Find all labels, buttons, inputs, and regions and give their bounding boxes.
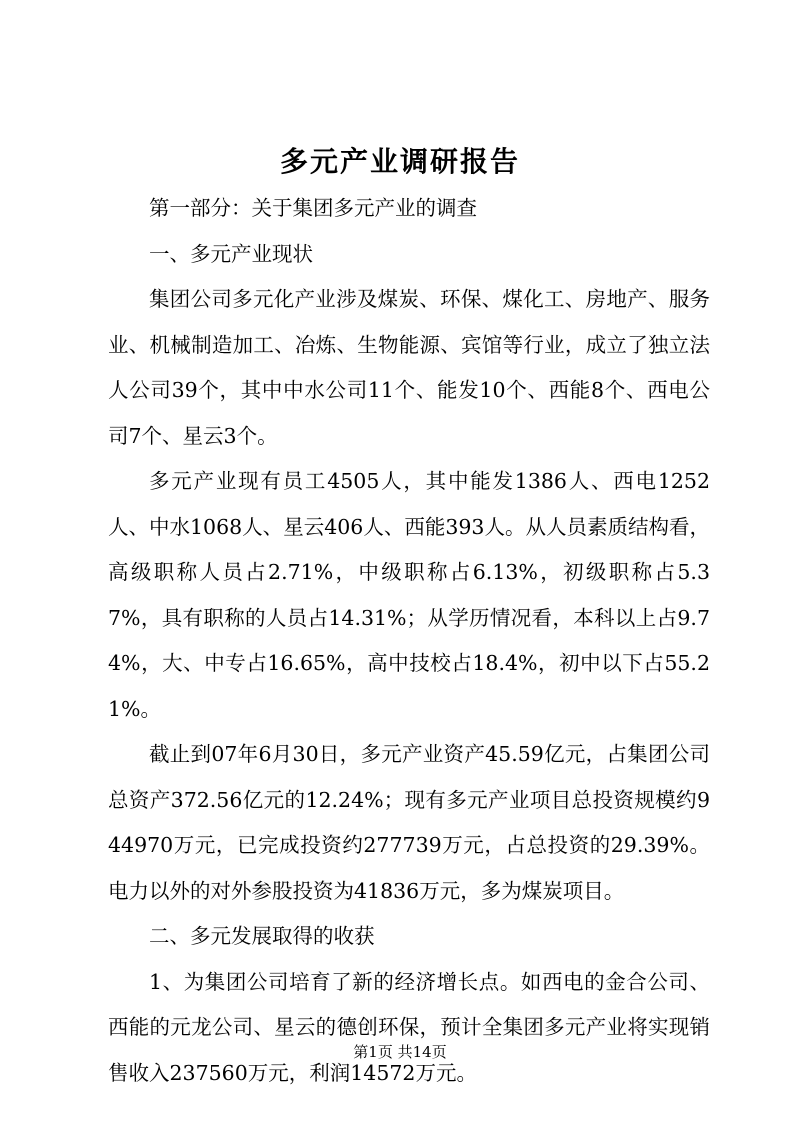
section-heading-part-one: 第一部分：关于集团多元产业的调查 (149, 196, 477, 220)
paragraph-assets: 截止到07年6月30日，多元产业资产45.59亿元，占集团公司总资产372.56亿元的12.24%；现有多元产业项目总投资规模约944970万元，已完成投资约277739万元，占总投资的29.39%。电力以外的对外参股投资为41836万元，多为煤炭项目。 (108, 742, 710, 903)
section-heading-achievements: 二、多元发展取得的收获 (149, 924, 375, 948)
paragraph-staff: 多元产业现有员工4505人，其中能发1386人、西电1252人、中水1068人、星云406人、西能393人。从人员素质结构看，高级职称人员占2.71%，中级职称占6.13%，初级职称占5.37%，具有职称的人员占14.31%；从学历情况看，本科以上占9.74%，大、中专占16.65%，高中技校占18.4%，初中以下占55.21%。 (108, 469, 710, 721)
paragraph-industries: 集团公司多元化产业涉及煤炭、环保、煤化工、房地产、服务业、机械制造加工、冶炼、生物能源、宾馆等行业，成立了独立法人公司39个，其中中水公司11个、能发10个、西能8个、西电公司7个、星云3个。 (108, 287, 710, 448)
paragraph-growth-point: 1、为集团公司培育了新的经济增长点。如西电的金合公司、西能的元龙公司、星云的德创环保，预计全集团多元产业将实现销售收入237560万元，利润14572万元。 (108, 969, 710, 1085)
document-body (108, 186, 710, 1096)
document-title: 多元产业调研报告 (279, 145, 520, 178)
section-heading-current-status: 一、多元产业现状 (149, 241, 313, 266)
page-number-footer: 第1页 共14页 (353, 1043, 447, 1061)
